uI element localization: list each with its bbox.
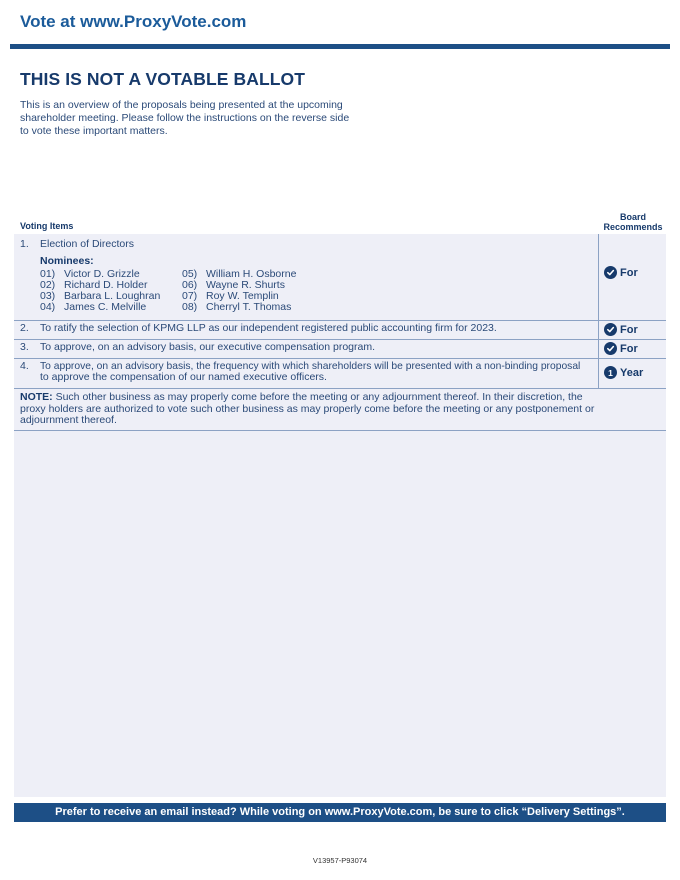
- note-text: [20, 392, 605, 427]
- nominee-name: Victor D. Grizzle: [64, 268, 140, 280]
- row-divider-5: [14, 430, 666, 431]
- nominees-label: Nominees:: [40, 255, 94, 267]
- item-3-number: 3.: [20, 341, 29, 353]
- nominee-08: [182, 302, 291, 314]
- item-2-number: 2.: [20, 322, 29, 334]
- header-title[interactable]: Vote at www.ProxyVote.com: [20, 12, 247, 31]
- item-2-recommendation: [604, 323, 638, 336]
- item-1-number: 1.: [20, 238, 29, 250]
- row-divider-3: [14, 358, 666, 359]
- delivery-settings-banner: Prefer to receive an email instead? While voting on www.ProxyVote.com, be sure to click “Delivery Settings”.: [14, 803, 666, 822]
- nominee-name: Barbara L. Loughran: [64, 290, 161, 302]
- item-3-text: To approve, on an advisory basis, our executive compensation program.: [40, 341, 376, 353]
- note-label: NOTE:: [20, 391, 53, 403]
- control-number: V13957-P93074: [312, 856, 368, 865]
- item-3-recommendation: [604, 342, 638, 355]
- nominee-number: 07): [182, 290, 198, 302]
- item-1-text: Election of Directors: [40, 238, 134, 250]
- header-rule: [10, 44, 670, 49]
- nominee-number: 04): [40, 301, 56, 313]
- recommendation-label: For: [620, 266, 638, 279]
- nominee-number: 02): [40, 279, 56, 291]
- check-circle-icon: [604, 342, 617, 355]
- nominee-number: 03): [40, 290, 56, 302]
- item-4-text-line2: to approve the compensation of our named executive officers.: [40, 371, 327, 383]
- note-body: Such other business as may properly come before the meeting or any adjournment thereof. In their discretion, the proxy holders are authorized to vote such other business as may properly come before the meeting or any postponement or adjournment thereof.: [20, 391, 595, 426]
- check-circle-icon: [604, 323, 617, 336]
- item-4-recommendation: [604, 366, 643, 379]
- recommendation-label: For: [620, 342, 638, 355]
- nominee-name: Wayne R. Shurts: [206, 279, 285, 291]
- check-circle-icon: [604, 266, 617, 279]
- row-divider-4: [14, 388, 666, 389]
- column-header-voting-items: Voting Items: [20, 221, 74, 231]
- recommendation-label: Year: [620, 366, 644, 379]
- row-divider-1: [14, 320, 666, 321]
- column-header-board-recommends: [598, 212, 668, 232]
- nominee-name: Cherryl T. Thomas: [206, 301, 292, 313]
- item-1-recommendation: [604, 266, 638, 279]
- nominee-name: Roy W. Templin: [206, 290, 279, 302]
- column-header-board-line1: Board: [619, 212, 646, 222]
- nominee-number: 06): [182, 279, 198, 291]
- nominee-name: James C. Melville: [64, 301, 147, 313]
- number-one-circle-icon: 1: [604, 366, 617, 379]
- nominee-name: William H. Osborne: [206, 268, 297, 280]
- item-4-number: 4.: [20, 360, 29, 372]
- column-header-board-line2: Recommends: [603, 222, 663, 232]
- row-divider-2: [14, 339, 666, 340]
- intro-text: This is an overview of the proposals being presented at the upcoming shareholder meeting. Please follow the instructions on the reverse side to vote these important matters.: [20, 99, 350, 137]
- nominee-number: 08): [182, 301, 198, 313]
- nominee-name: Richard D. Holder: [64, 279, 148, 291]
- recommendation-label: For: [620, 323, 638, 336]
- recommendation-column-divider: [598, 234, 599, 388]
- item-4-text-line1: To approve, on an advisory basis, the frequency with which shareholders will be presented with a non-binding proposal: [40, 361, 581, 372]
- page-title: THIS IS NOT A VOTABLE BALLOT: [20, 69, 306, 89]
- voting-table-background: [14, 234, 666, 797]
- nominee-04: [40, 302, 146, 314]
- item-2-text: To ratify the selection of KPMG LLP as our independent registered public accounting firm for 2023.: [40, 322, 497, 334]
- nominee-number: 05): [182, 268, 198, 280]
- nominee-number: 01): [40, 268, 56, 280]
